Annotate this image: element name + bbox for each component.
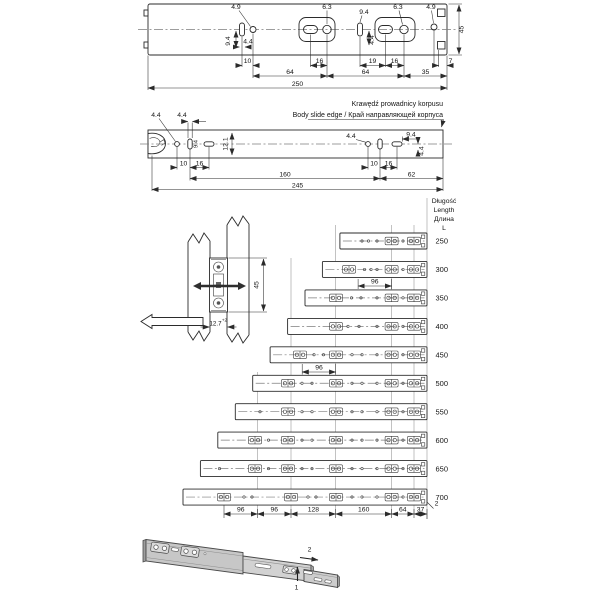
dim-label: 245 bbox=[291, 182, 304, 190]
step-label: 1 bbox=[294, 584, 299, 592]
slide-row bbox=[322, 261, 448, 277]
slot bbox=[171, 548, 178, 552]
dim-label: 4.4 bbox=[177, 112, 187, 119]
slide-row bbox=[270, 347, 448, 363]
length-value: 600 bbox=[435, 435, 449, 445]
isometric-view bbox=[143, 540, 340, 592]
length-header-line: Длина bbox=[434, 216, 454, 223]
dim-label: 4.4 bbox=[418, 146, 426, 156]
dim-label: 7 bbox=[448, 58, 453, 65]
length-value: 350 bbox=[435, 293, 449, 303]
dim-label: 12.1 bbox=[222, 137, 230, 151]
horizontal-slot bbox=[204, 142, 214, 146]
dim-label: 16 bbox=[384, 160, 393, 168]
dim-label: 45 bbox=[458, 25, 466, 34]
dim-label: 19 bbox=[368, 58, 377, 65]
length-value: 250 bbox=[435, 236, 449, 246]
dim-label: 37 bbox=[416, 506, 425, 514]
dim-label: 4.4 bbox=[151, 112, 161, 119]
length-value: 400 bbox=[435, 322, 449, 332]
dim-label: 128 bbox=[307, 506, 320, 514]
dim-label: 4.4 bbox=[369, 35, 376, 45]
dim-label: 9.4 bbox=[406, 131, 416, 139]
pull-out-arrow bbox=[141, 315, 203, 329]
slide-row bbox=[288, 318, 448, 334]
dim-label: 9.4 bbox=[193, 139, 200, 149]
length-value: 450 bbox=[435, 350, 449, 360]
dim-label: 45 bbox=[253, 281, 261, 289]
length-value: 300 bbox=[435, 265, 449, 275]
step-2-arrow bbox=[300, 558, 318, 561]
dim-label: +2 bbox=[221, 318, 228, 324]
dim-label: 96 bbox=[237, 506, 245, 514]
dim-label: 12.7 bbox=[209, 320, 222, 328]
dim-label: 16 bbox=[390, 58, 399, 65]
dim-label: 64 bbox=[286, 69, 294, 76]
dim-label: 62 bbox=[407, 171, 416, 179]
dim-label: 35 bbox=[421, 69, 430, 76]
dim-label: 64 bbox=[361, 69, 370, 76]
rail-end-cap bbox=[338, 575, 340, 588]
screw-hole bbox=[250, 27, 256, 33]
dim-label: 4.4 bbox=[346, 133, 356, 140]
length-value: 550 bbox=[435, 407, 449, 417]
dim-label: 2 bbox=[434, 500, 439, 508]
cross-section-view bbox=[141, 216, 267, 343]
dim-label: 96 bbox=[371, 278, 379, 286]
middle-rail bbox=[243, 556, 311, 582]
slide-row bbox=[253, 375, 448, 391]
slide-row bbox=[340, 233, 448, 249]
left-tab bbox=[144, 10, 148, 16]
length-value: 500 bbox=[435, 378, 449, 388]
dim-label: 16 bbox=[195, 160, 204, 168]
length-value: 700 bbox=[435, 492, 449, 502]
slide-row bbox=[200, 461, 448, 477]
dim-label: 10 bbox=[370, 160, 378, 168]
dim-label: 10 bbox=[179, 160, 188, 168]
dim-label: 10 bbox=[243, 58, 252, 65]
vertical-slot bbox=[240, 23, 245, 36]
dim-label: 9.4 bbox=[225, 36, 232, 46]
dim-label: 64 bbox=[399, 506, 407, 514]
slide-row bbox=[218, 432, 448, 448]
dim-label: 9.4 bbox=[359, 9, 369, 16]
dim-label: 4.9 bbox=[231, 4, 241, 11]
vertical-slot bbox=[188, 139, 192, 149]
dim-label: 250 bbox=[291, 81, 304, 88]
length-chart bbox=[183, 198, 457, 519]
dim-label: 6.3 bbox=[322, 4, 332, 11]
dim-label: 4.4 bbox=[243, 38, 253, 46]
screw-hole bbox=[366, 142, 371, 147]
dim-label: 16 bbox=[315, 58, 324, 65]
length-header-line: Długość bbox=[431, 198, 457, 205]
length-column-header bbox=[432, 198, 457, 232]
vertical-slot bbox=[378, 139, 382, 149]
dim-label: 160 bbox=[358, 506, 370, 514]
slide-row bbox=[235, 404, 448, 420]
dim-label: 6.3 bbox=[393, 4, 403, 11]
left-tab bbox=[144, 42, 148, 48]
horizontal-slot bbox=[392, 142, 402, 146]
edge-note-en-ru: Body slide edge / Край направляющей корпуса bbox=[292, 112, 443, 119]
step-label: 2 bbox=[307, 546, 312, 554]
dim-label: 4.9 bbox=[426, 4, 436, 11]
length-header-line: L bbox=[442, 225, 446, 232]
dim-label: 96 bbox=[315, 364, 323, 372]
screw-hole bbox=[175, 142, 180, 147]
body-rail-view bbox=[140, 101, 452, 191]
edge-note-pl: Krawędź prowadnicy korpusu bbox=[351, 101, 443, 108]
slide-row bbox=[183, 489, 448, 505]
top-profile-view bbox=[138, 4, 466, 90]
dim-label: 96 bbox=[270, 506, 279, 514]
vertical-slot bbox=[358, 23, 363, 36]
slot bbox=[325, 580, 332, 584]
slide-row bbox=[305, 290, 448, 306]
dim-label: 160 bbox=[279, 171, 291, 179]
length-value: 650 bbox=[435, 464, 449, 474]
length-header-line: Length bbox=[433, 207, 455, 214]
